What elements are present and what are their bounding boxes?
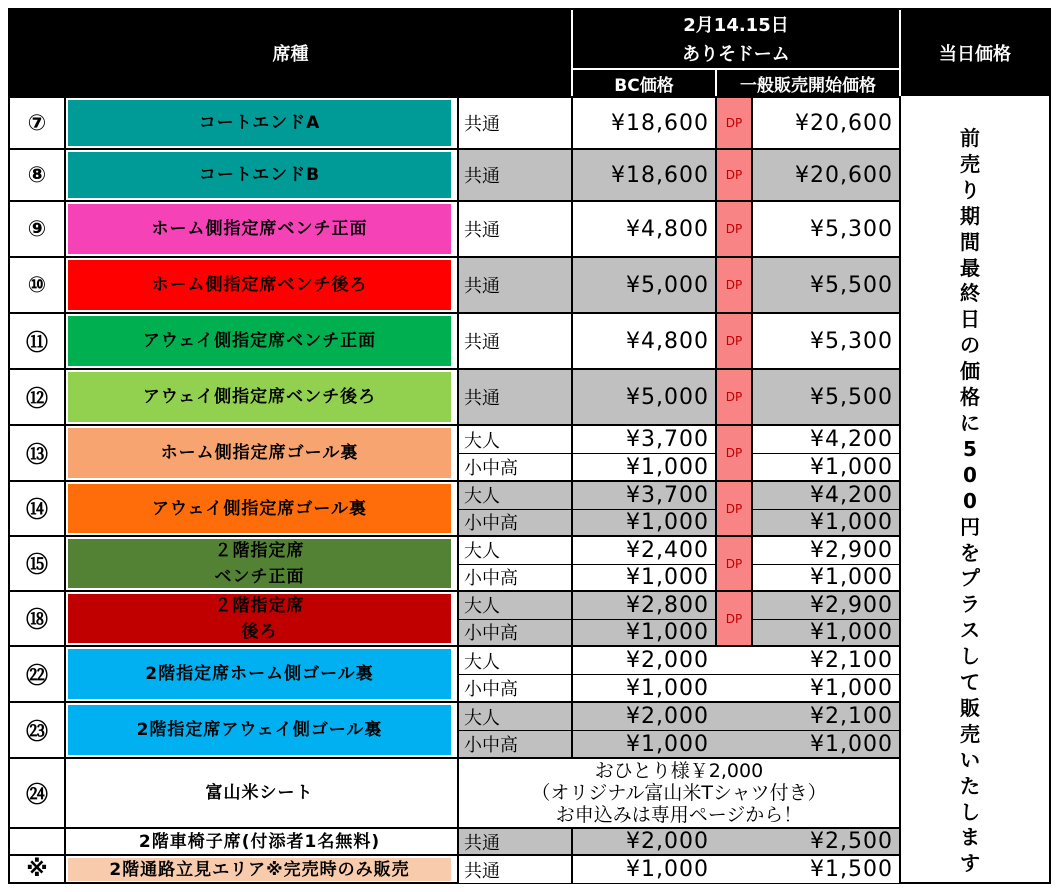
dp-spacer [715, 730, 751, 757]
header-bc-price: BC価格 [571, 68, 715, 96]
general-price: ¥20,600 [751, 98, 899, 148]
bc-price: ¥2,000 [571, 703, 715, 730]
ticket-type: 大人 [457, 647, 571, 674]
row-number: ㉒ [10, 647, 66, 701]
seat-name-line1: ２階指定席 [214, 595, 305, 616]
seat-name: コートエンドA [68, 100, 451, 146]
row-number: ㉓ [10, 703, 66, 757]
seat-name: ホーム側指定席ベンチ後ろ [68, 260, 451, 310]
ticket-type: 共通 [457, 150, 571, 200]
general-price: ¥2,100 [751, 647, 899, 674]
dp-badge: DP [715, 537, 751, 590]
general-price: ¥1,500 [751, 856, 899, 883]
rice-seat-note-line: お申込みは専用ページから！ [555, 804, 803, 826]
row-number: ⑨ [10, 202, 66, 256]
header-venue: ありそドーム [571, 38, 899, 68]
dp-spacer [715, 829, 751, 854]
bc-price: ¥2,000 [571, 829, 715, 854]
dp-badge: DP [715, 98, 751, 148]
bc-price: ¥2,000 [571, 647, 715, 674]
seat-name-line2: 後ろ [241, 621, 278, 642]
seat-name: アウェイ側指定席ゴール裏 [68, 484, 451, 533]
bc-price: ¥1,000 [571, 856, 715, 883]
bc-price: ¥4,800 [571, 314, 715, 368]
row-number: ⑬ [10, 426, 66, 480]
seat-name: ホーム側指定席ベンチ正面 [68, 204, 451, 254]
general-price: ¥1,000 [751, 453, 899, 480]
general-price: ¥4,200 [751, 482, 899, 509]
rice-seat-note-line: （オリジナル富山米Tシャツ付き） [531, 782, 827, 804]
general-price: ¥2,900 [751, 592, 899, 619]
bc-price: ¥3,700 [571, 426, 715, 453]
row-number [10, 829, 66, 854]
header-general-price: 一般販売開始価格 [715, 68, 899, 96]
general-price: ¥1,000 [751, 730, 899, 757]
ticket-type: 小中高 [457, 730, 571, 757]
general-price: ¥20,600 [751, 150, 899, 200]
dp-badge: DP [715, 370, 751, 424]
bc-price: ¥5,000 [571, 370, 715, 424]
dp-badge: DP [715, 202, 751, 256]
bc-price: ¥2,800 [571, 592, 715, 619]
seat-name: コートエンドB [68, 152, 451, 198]
row-number: ⑭ [10, 482, 66, 535]
bc-price: ¥18,600 [571, 98, 715, 148]
seat-name: 2階指定席ホーム側ゴール裏 [68, 649, 451, 699]
ticket-type: 共通 [457, 370, 571, 424]
ticket-type: 小中高 [457, 509, 571, 536]
seat-name [68, 594, 451, 643]
ticket-type: 共通 [457, 258, 571, 312]
seat-name: アウェイ側指定席ベンチ正面 [68, 316, 451, 366]
row-number: ㉔ [10, 759, 66, 827]
bc-price: ¥1,000 [571, 674, 715, 701]
seat-name: 2階通路立見エリア※完売時のみ販売 [68, 858, 451, 881]
seat-name-line1: ２階指定席 [214, 540, 305, 561]
ticket-type: 大人 [457, 426, 571, 453]
rice-seat-note [457, 759, 899, 827]
dp-badge: DP [715, 592, 751, 645]
ticket-type: 共通 [457, 829, 571, 854]
general-price: ¥2,900 [751, 537, 899, 564]
ticket-type: 大人 [457, 537, 571, 564]
ticket-type: 小中高 [457, 453, 571, 480]
seat-name [68, 539, 451, 588]
bc-price: ¥1,000 [571, 509, 715, 536]
general-price: ¥2,500 [751, 829, 899, 854]
dp-badge: DP [715, 426, 751, 480]
ticket-type: 共通 [457, 202, 571, 256]
bc-price: ¥4,800 [571, 202, 715, 256]
seat-name-line2: ベンチ正面 [214, 566, 305, 587]
ticket-type: 小中高 [457, 674, 571, 701]
seat-name: 富山米シート [68, 761, 451, 825]
row-number: ⑮ [10, 537, 66, 590]
header-same-day-price: 当日価格 [899, 10, 1049, 96]
same-day-note: 前 売 り 期 間 最 終 日 の 価 格 に 5 0 0 円 を プ ラ ス し て 販 売 い た し ま す [960, 126, 980, 876]
seat-name: ホーム側指定席ゴール裏 [68, 428, 451, 478]
ticket-type: 小中高 [457, 564, 571, 591]
row-number: ⑩ [10, 258, 66, 312]
dp-badge: DP [715, 314, 751, 368]
row-number: ⑫ [10, 370, 66, 424]
seat-name: 2階車椅子席(付添者1名無料) [68, 831, 451, 852]
same-day-column-border [899, 96, 901, 884]
bc-price: ¥1,000 [571, 453, 715, 480]
dp-badge: DP [715, 482, 751, 535]
row-number: ⑪ [10, 314, 66, 368]
dp-spacer [715, 703, 751, 730]
general-price: ¥5,300 [751, 314, 899, 368]
ticket-type: 共通 [457, 856, 571, 883]
general-price: ¥5,500 [751, 370, 899, 424]
ticket-type: 大人 [457, 592, 571, 619]
row-number: ⑱ [10, 592, 66, 645]
header-seat-type: 席種 [10, 10, 571, 96]
bc-price: ¥1,000 [571, 619, 715, 646]
bc-price: ¥1,000 [571, 564, 715, 591]
rice-seat-note-line: おひとり様￥2,000 [594, 760, 764, 782]
bc-price: ¥1,000 [571, 730, 715, 757]
ticket-type: 大人 [457, 482, 571, 509]
header-event-date: 2月14.15日 [571, 10, 899, 38]
general-price: ¥1,000 [751, 509, 899, 536]
seat-name: 2階指定席アウェイ側ゴール裏 [68, 705, 451, 755]
general-price: ¥1,000 [751, 619, 899, 646]
bc-price: ¥18,600 [571, 150, 715, 200]
ticket-type: 共通 [457, 98, 571, 148]
dp-spacer [715, 674, 751, 701]
dp-badge: DP [715, 150, 751, 200]
bc-price: ¥2,400 [571, 537, 715, 564]
row-number: ⑦ [10, 98, 66, 148]
general-price: ¥2,100 [751, 703, 899, 730]
row-number: ※ [10, 856, 66, 883]
ticket-type: 小中高 [457, 619, 571, 646]
seat-name: アウェイ側指定席ベンチ後ろ [68, 372, 451, 422]
dp-spacer [715, 856, 751, 883]
general-price: ¥5,500 [751, 258, 899, 312]
bc-price: ¥3,700 [571, 482, 715, 509]
ticket-type: 大人 [457, 703, 571, 730]
general-price: ¥5,300 [751, 202, 899, 256]
ticket-type: 共通 [457, 314, 571, 368]
dp-spacer [715, 647, 751, 674]
bc-price: ¥5,000 [571, 258, 715, 312]
general-price: ¥4,200 [751, 426, 899, 453]
general-price: ¥1,000 [751, 564, 899, 591]
dp-badge: DP [715, 258, 751, 312]
general-price: ¥1,000 [751, 674, 899, 701]
row-number: ⑧ [10, 150, 66, 200]
